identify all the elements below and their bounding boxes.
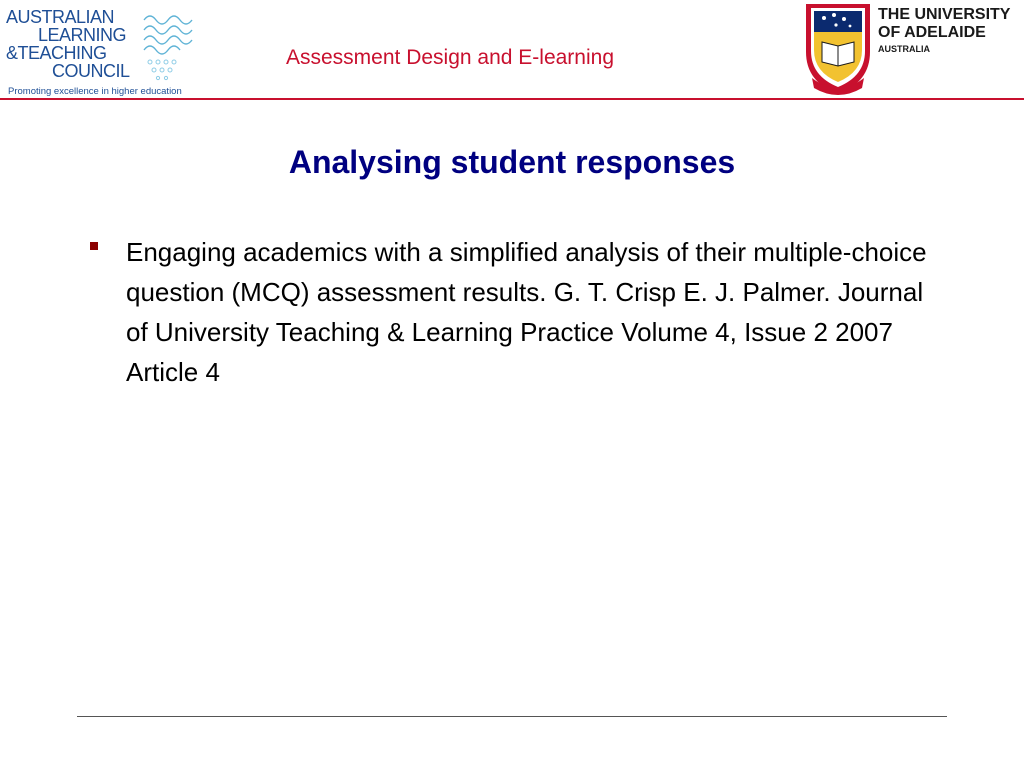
logo-line-australian: AUSTRALIAN: [6, 7, 115, 27]
logo-line-teaching: &TEACHING: [6, 43, 107, 63]
university-shield-icon: [802, 2, 874, 96]
university-country: AUSTRALIA: [878, 44, 930, 54]
logo-line-learning: LEARNING: [38, 25, 127, 45]
logo-line-council: COUNCIL: [52, 61, 130, 81]
university-of-adelaide-logo: [800, 2, 1020, 98]
bullet-text: Engaging academics with a simplified analysis of their multiple-choice question (MCQ) assessment results. G. T. Crisp E. J. Palmer. Journal of University Teaching & Learning Practice Volume 4, Issue 2 2007 Article 4: [126, 237, 927, 387]
altc-logo: [4, 4, 210, 98]
bullet-list: [90, 232, 950, 392]
bullet-item: [90, 232, 950, 392]
altc-tagline: Promoting excellence in higher education: [8, 86, 182, 97]
university-name-line2: OF ADELAIDE: [878, 24, 986, 41]
footer-divider: [77, 716, 947, 717]
header-title: Assessment Design and E-learning: [286, 46, 615, 69]
altc-wave-pattern-icon: [140, 10, 206, 82]
slide-heading: Analysing student responses: [288, 144, 736, 180]
header-divider: [0, 98, 1024, 100]
square-bullet-icon: [90, 242, 98, 250]
university-name-line1: THE UNIVERSITY: [878, 6, 1011, 23]
